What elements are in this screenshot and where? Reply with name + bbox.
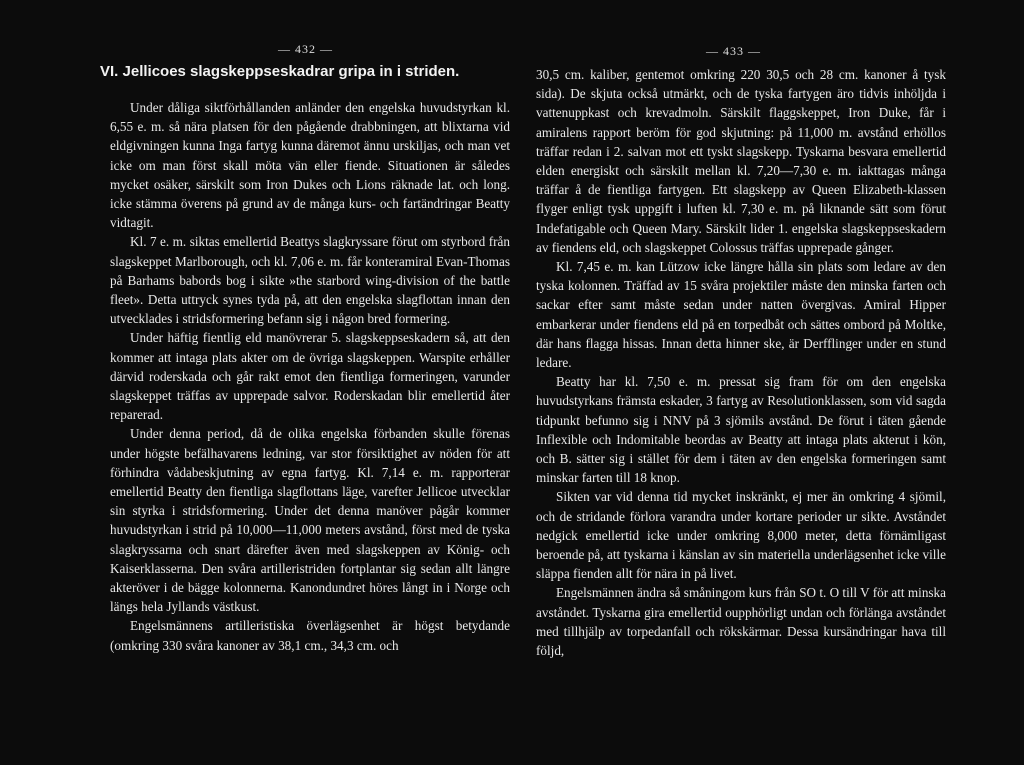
paragraph: Engelsmännens artilleristiska överlägsenhet är högst betydande (omkring 330 svåra kanoner av 38,1 cm., 34,3 cm. och — [110, 618, 510, 653]
paragraph: Under häftig fientlig eld manövrerar 5. slagskeppseskadern så, att den kommer att intaga plats akter om de övriga slagskeppen. Warspite erhåller därvid roderskada och går rakt emot den fientliga formeringen, varunder slagskeppet träffas av upprepade salvor. Roderskadan blir emellertid åter reparerad. — [110, 330, 510, 423]
right-text-column — [536, 65, 946, 660]
chapter-title: VI. Jellicoes slagskeppseskadrar gripa in i striden. — [100, 63, 460, 80]
left-text-column — [110, 98, 510, 655]
paragraph: Sikten var vid denna tid mycket inskränkt, ej mer än omkring 4 sjömil, och de stridande förlora varandra under kortare perioder ur sikte. Avståndet nedgick emellertid icke under omkring 8,000 meter, detta förnämligast beroende på, att tyskarna i känslan av sin materiella underlägsenhet icke ville släppa fienden allt för nära in på livet. — [536, 489, 946, 582]
paragraph: Kl. 7 e. m. siktas emellertid Beattys slagkryssare förut om styrbord från slagskeppet Marlborough, och kl. 7,06 e. m. får konteramiral Evan-Thomas på Barhams babords bog i sikte »the starbord wing-division of the battle fleet». Detta uttryck synes tyda på, att den engelska slagflottan innan den utvecklades i stridsformering befann sig i någon bred formering. — [110, 234, 510, 327]
paragraph: Engelsmännen ändra så småningom kurs från SO t. O till V för att minska avståndet. Tyskarna gira emellertid oupphörligt undan och förlänga avståndet med tillhjälp av torpedanfall och rökskärmar. Dessa kursändringar hava till följd, — [536, 585, 946, 659]
left-page-number: — 432 — — [278, 42, 333, 56]
paragraph: Beatty har kl. 7,50 e. m. pressat sig fram för om den engelska huvudstyrkans främsta eskader, 3 fartyg av Resolutionklassen, som vid sagda tidpunkt befunno sig i NNV på 3 sjömils avstånd. De förut i täten gående Inflexible och Indomitable beordas av Beatty att intaga plats akterut i kön, och B. sätter sig i stället för dem i täten av den engelska formeringen samt minskar farten till 18 knop. — [536, 374, 946, 486]
paragraph: Under dåliga siktförhållanden anländer den engelska huvudstyrkan kl. 6,55 e. m. så nära platsen för den pågående drabbningen, att blixtarna vid eldgivningen kunna Inga fartyg kunna däremot ännu urskiljas, och man vet icke om man först skall möta vän eller fiende. Situationen är således mycket osäker, särskilt som Iron Dukes och Lions räknade lat. och long. icke stämma överens på grund av de många kurs- och fartändringar Beatty vidtagit. — [110, 100, 510, 231]
left-page — [100, 0, 510, 765]
right-page-number: — 433 — — [706, 44, 761, 58]
paragraph: Kl. 7,45 e. m. kan Lützow icke längre hålla sin plats som ledare av den tyska kolonnen. Träffad av 15 svåra projektiler måste den minska farten och sackar efter samt måste sedan under natten övergivas. Amiral Hipper embarkerar under fiendens eld på en torpedbåt och sättes ombord på Moltke, där hans flagga hissas. Innan detta hinner ske, är Derfflinger under en stund ledare. — [536, 259, 946, 371]
paragraph: 30,5 cm. kaliber, gentemot omkring 220 30,5 och 28 cm. kanoner å tysk sida). De skjuta också utmärkt, och de tyska fartygen äro tidvis inhöljda i vattenuppkast och krevadmoln. Särskilt flaggskeppet, Iron Duke, får i amiralens rapport beröm för god skjutning: på 11,000 m. avstånd erhöllos träffar redan i 2. salvan mot ett tyskt slagskepp. Tyskarna besvara emellertid elden energiskt och särskilt mellan kl. 7,20—7,30 e. m. iakttagas många träffar å de fientliga fartygen. Ett slagskepp av Queen Elizabeth-klassen flyger enligt tysk uppgift i luften kl. 7,30 e. m. på liknande sätt som förut Indefatigable och Queen Mary. Särskilt lider 1. engelska slagskeppseskadern av fiendens eld, och slagskeppet Colossus träffas upprepade gånger. — [536, 67, 946, 255]
right-page — [536, 0, 946, 765]
paragraph: Under denna period, då de olika engelska förbanden skulle förenas under högste befälhavarens ledning, var stor försiktighet av nöden för att förhindra vådabeskjutning av egna fartyg. Kl. 7,14 e. m. rapporterar emellertid Beatty den fientliga slagflottans läge, varefter Jellicoe utvecklar sin styrka i stridsformering. Under det denna manöver pågår kommer huvudstyrkan i strid på 10,000—11,000 meters avstånd, först med de tyska slagkryssarna och snart därefter även med slagskeppen av König- och Kaiserklasserna. Den svåra artilleristriden fortplantar sig sedan allt längre akteröver i de bägge kolonnerna. Kanondundret höres långt in i Norge och längs hela Jyllands västkust. — [110, 426, 510, 615]
